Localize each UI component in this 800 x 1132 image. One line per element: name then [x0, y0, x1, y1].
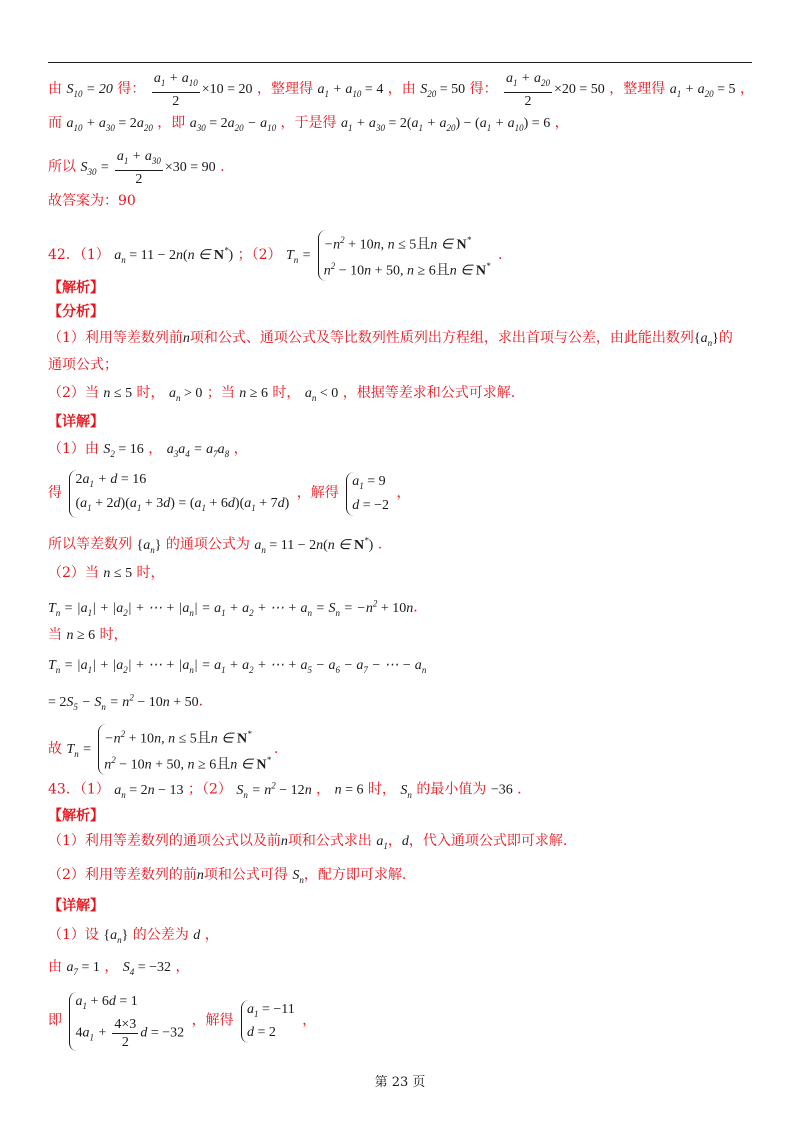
- detail-line-2: 得 $2a_1 + d = 16$ $(a_1 + 2d)(a_1 + 3d) = (a_1 + 6d)(a_1 + 7d)$ ，解得 $a_1 = 9$ d = −2 ，: [48, 470, 410, 518]
- text: 的通项公式为: [165, 536, 250, 553]
- detail-line-3: 所以等差数列 $\{a_n\}$ 的通项公式为 $a_n = 11 - 2n(n$ ∈ N*) .: [48, 535, 383, 555]
- text: ，: [204, 927, 219, 943]
- analysis-line-1: （1）利用等差数列前n项和公式、通项公式及等比数列性质列出方程组，求出首项与公差，由此能出数列$\{a_n\}$的: [48, 330, 733, 348]
- text: （1）由: [48, 441, 99, 457]
- text: ，由: [387, 81, 416, 98]
- text: 时，: [367, 781, 396, 798]
- detail2-line-1: （1）设 $\{a_n\}$ 的公差为 d ，: [48, 927, 219, 945]
- text: ，: [316, 781, 331, 798]
- text: ，: [175, 959, 190, 975]
- text: ，解得: [191, 1012, 234, 1029]
- text: .: [498, 246, 503, 263]
- text: 由: [48, 81, 62, 98]
- text: （1）利用等差数列的通项公式以及前: [48, 833, 281, 849]
- detail-line-6: 当 n ≥ 6 时，: [48, 627, 128, 643]
- text: ；（2）: [187, 781, 232, 798]
- text: 故: [48, 740, 62, 757]
- text: ，代入通项公式即可求解.: [408, 833, 568, 849]
- solution-line-2: 而 $a_{10} + a_{30} = 2a_{20}$ ，即 $a_{30} = 2a_{20} - a_{10}$ ，于是得 $a_1 + a_{30} = 2(a_1 + a_{20}) - (a_1 + a_{10}) = 6$ ，: [48, 115, 569, 133]
- text: ，根据等差求和公式可求解.: [342, 385, 516, 401]
- text: .: [220, 159, 225, 176]
- text: ，: [302, 1012, 317, 1029]
- question-number: 42．（1）: [48, 246, 110, 263]
- text: （2）利用等差数列的前: [48, 867, 197, 883]
- text: ，: [396, 485, 411, 502]
- text: ；当: [206, 385, 235, 401]
- text: ，于是得: [280, 115, 337, 131]
- text: 而: [48, 115, 62, 131]
- text: 得：: [469, 81, 498, 98]
- text: 时，: [99, 627, 128, 643]
- text: 项和公式、通项公式及等比数列性质列出方程组，求出首项与公差，由此能出数列: [189, 330, 694, 346]
- text: 得：: [117, 81, 146, 98]
- text: ，: [148, 441, 163, 457]
- text: （1）设: [48, 927, 99, 943]
- text: ，整理得: [609, 81, 666, 98]
- text: 的公差为: [132, 927, 189, 943]
- text: ，: [387, 833, 402, 849]
- text: .: [377, 536, 383, 553]
- header-rule: [48, 62, 752, 63]
- detail-line-7: $T_n = |a_1| + |a_2|$ + ⋯ + $|a_n| = a_1 + a_2$ + ⋯ + $a_5 - a_6 - a_7$ − ⋯ − $a_n$: [48, 658, 427, 675]
- fenxi-label: 【分析】: [48, 303, 104, 319]
- text: ，整理得: [257, 81, 314, 98]
- analysis2-line-1: （1）利用等差数列的通项公式以及前n项和公式求出 $a_1$，d，代入通项公式即可求解.: [48, 833, 568, 851]
- text: ，: [740, 81, 755, 98]
- detail-line-5: $T_n = |a_1| + |a_2|$ + ⋯ + $|a_n| = a_1 + a_2$ + ⋯ + $a_n = S_n = -n^2 + 10n$.: [48, 598, 418, 618]
- detail-line-8: = $2S_5 - S_n = n^2 - 10n + 50$.: [48, 692, 204, 712]
- question-number: 43．（1）: [48, 781, 110, 798]
- jiexi-label-2: 【解析】: [48, 807, 104, 823]
- text: 当: [48, 627, 62, 643]
- text: 的最小值为: [416, 781, 487, 798]
- text: 时，: [272, 385, 301, 401]
- text: 时，: [136, 565, 165, 581]
- detail2-line-2: 由 $a_7 = 1$ ， $S_4 = -32$ ，: [48, 959, 190, 977]
- text: ，配方即可求解.: [303, 867, 407, 883]
- analysis2-line-2: （2）利用等差数列的前n项和公式可得 $S_n$，配方即可求解.: [48, 867, 407, 885]
- text: ，即: [157, 115, 186, 131]
- text: 由: [48, 959, 62, 975]
- text: 得: [48, 485, 62, 502]
- analysis-line-3: （2）当 n ≤ 5 时， $a_n > 0$ ；当 n ≥ 6 时， $a_n < 0$ ，根据等差求和公式可求解.: [48, 385, 516, 403]
- question-43-answer: 43．（1） $a_n = 2n - 13$ ；（2） $S_n = n^2 - 12n$ ， n = 6 时， $S_n$ 的最小值为 −36 .: [48, 780, 522, 800]
- analysis-line-2: 通项公式；: [48, 357, 118, 373]
- text: 项和公式求出: [287, 833, 372, 849]
- text: .: [517, 781, 522, 798]
- xiangjie-label-2: 【详解】: [48, 897, 104, 913]
- jiexi-label: 【解析】: [48, 279, 104, 295]
- text: 的: [718, 330, 733, 346]
- text: 即: [48, 1012, 62, 1029]
- text: 时，: [136, 385, 165, 401]
- solution-line-1: 由 $S_{10} = 20$ 得： $\frac{a_1 + a_{10}}{2}$ ×10 = 20 ，整理得 $a_1 + a_{10} = 4$ ，由 $S_{20} = 50$ 得： $\frac{a_1 + a_{20}}{2}$ ×20 = 50 ，整理得 $a_1 + a_{20} = 5$ ，: [48, 71, 755, 109]
- xiangjie-label: 【详解】: [48, 413, 104, 429]
- text: 所以等差数列: [48, 536, 132, 553]
- text: 故答案为：90: [48, 193, 136, 209]
- text: 所以: [48, 159, 76, 176]
- answer-line: [48, 190, 136, 212]
- text: ，: [554, 115, 569, 131]
- detail-line-1: （1）由 $S_2 = 16$ ， $a_3a_4 = a_7a_8$ ，: [48, 441, 248, 459]
- detail-line-9: 故 $T_n$ = $-n^2 + 10n$, n ≤ 5且n ∈ N* $n^2 - 10n + 50$, n ≥ 6且n ∈ N* .: [48, 724, 278, 775]
- text: ，解得: [296, 485, 339, 502]
- text: 项和公式可得: [203, 867, 288, 883]
- text: ，: [233, 441, 248, 457]
- detail2-line-3: 即 $a_1 + 6d = 1$ $4a_1$ + $\frac{4\times 3}{2}$ d = −32 ，解得 $a_1 = -11$ d = 2 ，: [48, 994, 317, 1050]
- text: （1）利用等差数列前: [48, 330, 183, 346]
- text: （2）当: [48, 565, 99, 581]
- page-footer: 第 23 页: [374, 1075, 426, 1090]
- detail-line-4: （2）当 n ≤ 5 时，: [48, 565, 165, 581]
- solution-line-3: 所以 $S_{30}$ = $\frac{a_1 + a_{30}}{2}$ ×30 = 90 .: [48, 149, 225, 187]
- question-42-answer: 42．（1） $a_n = 11 - 2n(n$ ∈ N*) ；（2） $T_n$ = $-n^2 + 10n$, n ≤ 5且n ∈ N* $n^2 - 10n + 50$, n ≥ 6且n ∈ N* .: [48, 230, 502, 281]
- text: ，: [104, 959, 119, 975]
- text: ；（2）: [237, 246, 282, 263]
- text: （2）当: [48, 385, 99, 401]
